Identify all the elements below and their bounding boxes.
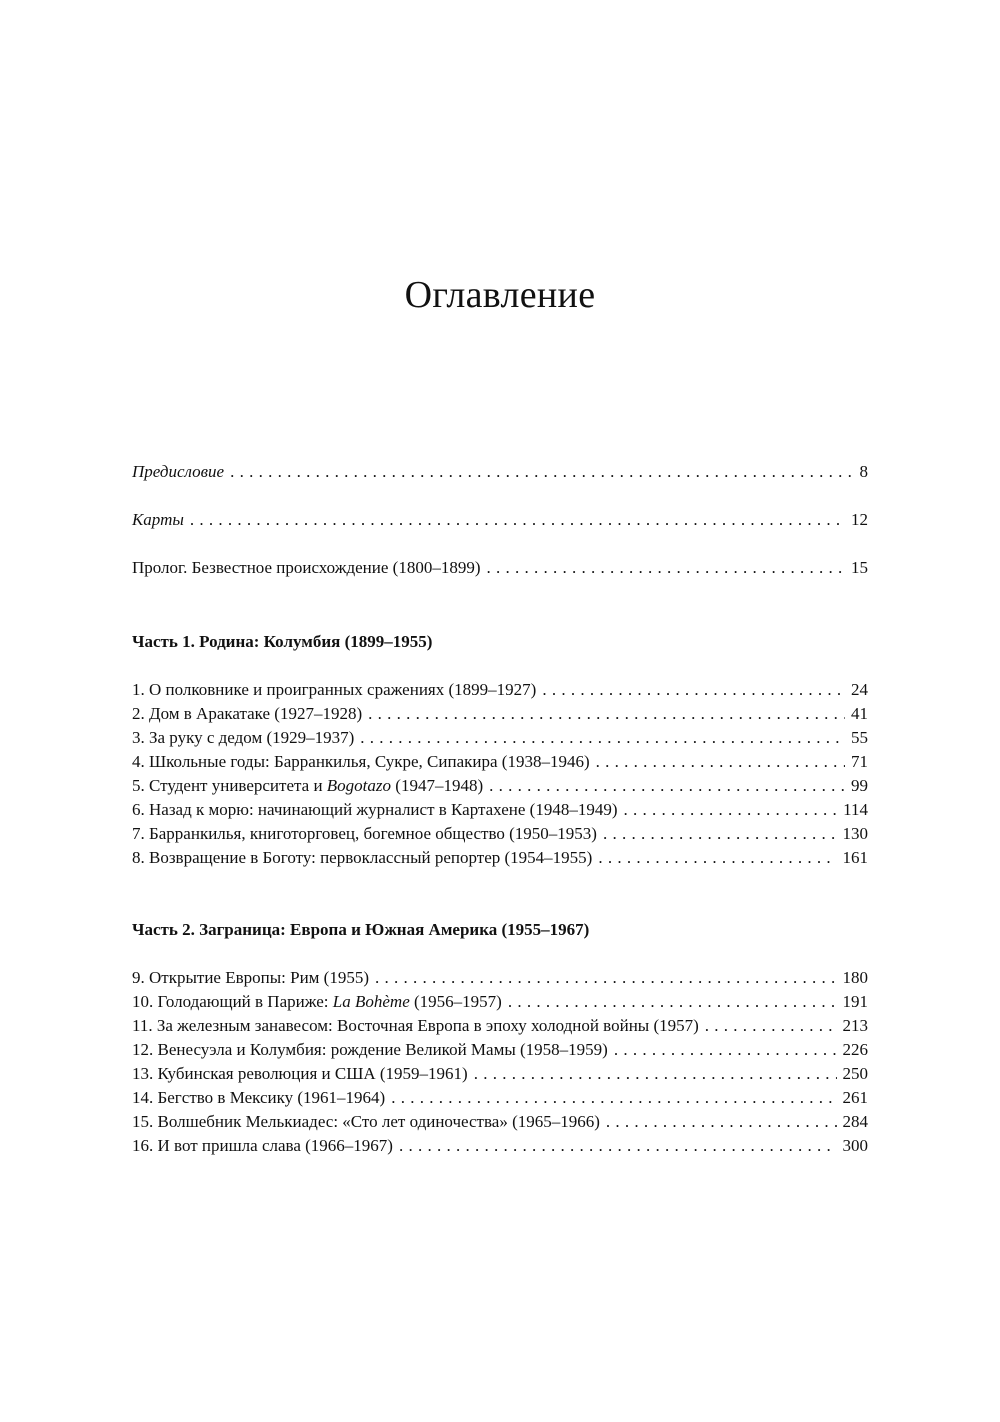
- toc-entry-label: 15. Волшебник Мелькиадес: «Сто лет одиночества» (1965–1966): [132, 1112, 600, 1131]
- dot-leader: [489, 774, 845, 798]
- toc-entry-page: 71: [851, 752, 868, 771]
- toc-entry-label: 6. Назад к морю: начинающий журналист в Картахене (1948–1949): [132, 800, 618, 819]
- dot-leader: [375, 966, 837, 990]
- toc-entry-label: 2. Дом в Аракатаке (1927–1928): [132, 704, 363, 723]
- toc-entry[interactable]: [132, 726, 868, 750]
- dot-leader: [624, 798, 838, 822]
- toc-entry[interactable]: [132, 1062, 868, 1086]
- dot-leader: [399, 1134, 837, 1158]
- toc-entry[interactable]: [132, 678, 868, 702]
- toc-entry[interactable]: [132, 1110, 868, 1134]
- toc-entry[interactable]: [132, 702, 868, 726]
- toc-entry-page: 180: [842, 968, 868, 987]
- label-italic: La Bohème: [332, 992, 410, 1011]
- toc-part-1: [132, 630, 868, 870]
- toc-entry-page: 55: [851, 728, 868, 747]
- toc-part-2: [132, 918, 868, 1158]
- toc-entry-label: 14. Бегство в Мексику (1961–1964): [132, 1088, 386, 1107]
- toc-entry[interactable]: [132, 822, 868, 846]
- label-text: 5. Студент университета и: [132, 776, 327, 795]
- dot-leader: [190, 508, 845, 532]
- toc-entry-page: 250: [842, 1064, 868, 1083]
- dot-leader: [606, 1110, 837, 1134]
- dot-leader: [368, 702, 845, 726]
- toc-entry-page: 191: [842, 992, 868, 1011]
- toc-entry-label: 16. И вот пришла слава (1966–1967): [132, 1136, 393, 1155]
- part-heading[interactable]: Часть 2. Заграница: Европа и Южная Америка (1955–1967): [132, 920, 590, 939]
- toc-entry-page: 41: [851, 704, 868, 723]
- toc-entry[interactable]: [132, 966, 868, 990]
- toc-entry[interactable]: [132, 774, 868, 798]
- dot-leader: [474, 1062, 837, 1086]
- label-text: 10. Голодающий в Париже:: [132, 992, 333, 1011]
- toc-entry-page: 8: [859, 462, 868, 481]
- toc-entry-label: 12. Венесуэла и Колумбия: рождение Великой Мамы (1958–1959): [132, 1040, 608, 1059]
- toc-entry[interactable]: [132, 1086, 868, 1110]
- dot-leader: [508, 990, 837, 1014]
- toc-entry-maps[interactable]: [132, 508, 868, 532]
- toc-entry-label: 8. Возвращение в Боготу: первоклассный репортер (1954–1955): [132, 848, 593, 867]
- toc-entry-page: 130: [842, 824, 868, 843]
- toc-entry-preface[interactable]: [132, 460, 868, 484]
- toc-entry[interactable]: [132, 990, 868, 1014]
- toc-entry-label: Предисловие: [132, 462, 225, 481]
- dot-leader: [391, 1086, 836, 1110]
- toc-entry-label: [132, 990, 502, 1014]
- toc-entry-page: 12: [851, 510, 868, 529]
- toc-entry-page: 261: [842, 1088, 868, 1107]
- toc-entry-page: 161: [842, 848, 868, 867]
- label-italic: Bogotazo: [326, 776, 392, 795]
- toc-entry-label: 9. Открытие Европы: Рим (1955): [132, 968, 369, 987]
- toc-entry-page: 24: [851, 680, 868, 699]
- dot-leader: [487, 556, 846, 580]
- toc-entry-label: 11. За железным занавесом: Восточная Европа в эпоху холодной войны (1957): [132, 1016, 699, 1035]
- dot-leader: [603, 822, 837, 846]
- toc-entry-page: 226: [842, 1040, 868, 1059]
- label-text: (1947–1948): [391, 776, 484, 795]
- toc-entry[interactable]: [132, 1134, 868, 1158]
- toc-entry-page: 15: [851, 558, 868, 577]
- part-heading[interactable]: Часть 1. Родина: Колумбия (1899–1955): [132, 632, 433, 651]
- toc-entry-label: 7. Барранкилья, книготорговец, богемное общество (1950–1953): [132, 824, 597, 843]
- toc-entry-label: Пролог. Безвестное происхождение (1800–1899): [132, 558, 481, 577]
- toc-entry-page: 99: [851, 776, 868, 795]
- dot-leader: [542, 678, 845, 702]
- dot-leader: [705, 1014, 837, 1038]
- page-title: Оглавление: [404, 274, 596, 317]
- toc-entry-label: [132, 774, 483, 798]
- toc-entry-prologue[interactable]: [132, 556, 868, 580]
- toc-entry-label: 1. О полковнике и проигранных сражениях (1899–1927): [132, 680, 537, 699]
- toc-entry[interactable]: [132, 1014, 868, 1038]
- dot-leader: [230, 460, 853, 484]
- toc-front-matter: [132, 460, 868, 580]
- toc-entry[interactable]: [132, 750, 868, 774]
- dot-leader: [360, 726, 845, 750]
- dot-leader: [598, 846, 836, 870]
- toc-entry[interactable]: [132, 846, 868, 870]
- toc-entry-page: 114: [843, 800, 868, 819]
- dot-leader: [596, 750, 845, 774]
- label-text: (1956–1957): [409, 992, 502, 1011]
- toc-entry-label: 13. Кубинская революция и США (1959–1961): [132, 1064, 468, 1083]
- toc-entry-page: 213: [842, 1016, 868, 1035]
- toc-entry-label: 3. За руку с дедом (1929–1937): [132, 728, 355, 747]
- toc-entry-label: 4. Школьные годы: Барранкилья, Сукре, Сипакира (1938–1946): [132, 752, 590, 771]
- toc-entry-label: Карты: [132, 510, 184, 529]
- toc-entry-page: 300: [842, 1136, 868, 1155]
- toc-entry-page: 284: [842, 1112, 868, 1131]
- dot-leader: [614, 1038, 837, 1062]
- toc-entry[interactable]: [132, 798, 868, 822]
- toc-entry[interactable]: [132, 1038, 868, 1062]
